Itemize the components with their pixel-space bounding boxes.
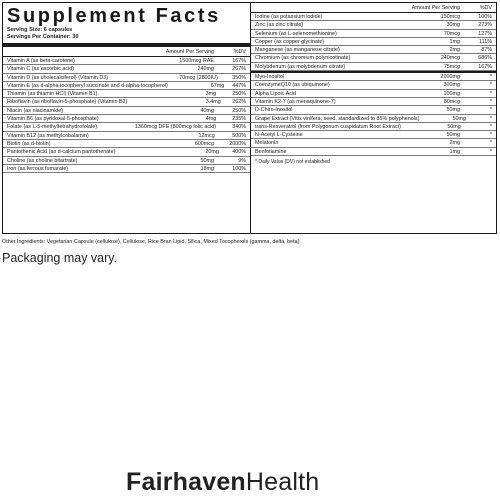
nutrient-amount: 70mcg (2800IU) bbox=[179, 74, 218, 81]
nutrient-name: CoenzymeQ10 (as ubiquinone) bbox=[255, 82, 330, 89]
brand-name-part1: Fairhaven bbox=[126, 468, 246, 496]
nutrient-row bbox=[3, 82, 250, 90]
right-column bbox=[251, 3, 496, 233]
nutrient-amount: 80mcg bbox=[443, 98, 460, 105]
nutrient-amount: 1360mcg DFE (800mcg folic acid) bbox=[134, 124, 217, 131]
nutrient-amount: 50mg bbox=[446, 107, 460, 114]
right-header-row bbox=[251, 3, 496, 13]
nutrient-amount: 150mcg bbox=[440, 14, 460, 20]
nutrient-dv: * bbox=[489, 140, 492, 147]
nutrient-amount: 70mcg bbox=[443, 30, 460, 37]
nutrient-row bbox=[251, 131, 496, 139]
nutrient-row bbox=[251, 21, 496, 29]
nutrient-name: Alpha Lipoic Acid bbox=[255, 90, 297, 97]
nutrient-name: Niacin (as niacinamide) bbox=[7, 107, 64, 114]
nutrient-amount: 30mg bbox=[446, 22, 460, 29]
nutrient-amount: 3mg bbox=[205, 91, 217, 98]
nutrient-name: Myo-Inositol bbox=[255, 74, 285, 81]
nutrient-amount: 18mg bbox=[200, 165, 214, 172]
nutrient-row bbox=[251, 73, 496, 81]
nutrient-row bbox=[251, 81, 496, 89]
dv-header: %DV bbox=[233, 49, 246, 55]
nutrient-row bbox=[251, 38, 496, 46]
nutrient-dv: 686% bbox=[478, 55, 492, 62]
nutrient-name: Pantothenic Acid (as d-calcium pantothenate) bbox=[7, 149, 116, 156]
dv-header: %DV bbox=[479, 5, 492, 11]
nutrient-row bbox=[251, 54, 496, 62]
amount-header: Amount Per Serving bbox=[165, 49, 214, 55]
nutrient-name: Vitamin E (as d-alpha tocopheryl succinate and d-alpha-tocopherol) bbox=[7, 82, 168, 89]
nutrient-dv: 127% bbox=[478, 30, 492, 37]
nutrient-dv: 400% bbox=[232, 149, 246, 156]
nutrient-name: Vitamin C (as ascorbic acid) bbox=[7, 66, 75, 73]
nutrient-dv: 262% bbox=[232, 99, 246, 106]
amount-header: Amount Per Serving bbox=[411, 5, 460, 11]
nutrient-name: Grape Extract (Vitis vinifera, seed, standardized to 85% polyphenols) bbox=[255, 115, 420, 122]
nutrient-amount: 240mg bbox=[197, 66, 214, 73]
nutrient-row bbox=[3, 140, 250, 148]
nutrient-dv: 111% bbox=[479, 38, 492, 45]
right-other-list bbox=[251, 73, 496, 156]
nutrient-name: Zinc (as zinc citrate) bbox=[255, 22, 304, 29]
nutrient-amount: 12mcg bbox=[198, 132, 215, 139]
nutrient-name: Selenium (as L-selenomethionine) bbox=[255, 30, 337, 37]
nutrient-dv: 273% bbox=[478, 22, 492, 29]
nutrient-row bbox=[3, 90, 250, 98]
nutrient-name: Vitamin B12 (as methylcobalamin) bbox=[7, 132, 89, 139]
left-nutrient-list bbox=[3, 57, 250, 173]
nutrient-dv: * bbox=[489, 82, 492, 89]
nutrient-name: Thiamin (as thiamin HCl) (Vitamin B1) bbox=[7, 91, 98, 98]
nutrient-dv: 500% bbox=[232, 132, 246, 139]
nutrient-dv: 100% bbox=[232, 165, 246, 172]
nutrient-dv: 250% bbox=[232, 91, 246, 98]
nutrient-amount: 3.4mg bbox=[205, 99, 221, 106]
nutrient-amount: 2mg bbox=[449, 140, 460, 147]
nutrient-dv: 167% bbox=[232, 58, 246, 64]
nutrient-row bbox=[251, 90, 496, 98]
nutrient-amount: 240mcg bbox=[440, 55, 460, 62]
nutrient-amount: 20mg bbox=[205, 149, 219, 156]
nutrient-row bbox=[251, 106, 496, 114]
nutrient-name: Biotin (as d-biotin) bbox=[7, 140, 51, 147]
servings-per-container: Servings Per Container: 30 bbox=[7, 34, 79, 40]
nutrient-name: Riboflavin (as riboflavin-5-phosphate) (Vitamin B2) bbox=[7, 99, 128, 106]
nutrient-dv: * bbox=[489, 98, 492, 105]
nutrient-amount: 100mg bbox=[443, 90, 460, 97]
nutrient-amount: 67mg bbox=[210, 82, 225, 89]
nutrient-row bbox=[251, 98, 496, 106]
nutrient-row bbox=[3, 157, 250, 165]
nutrient-row bbox=[251, 115, 496, 123]
nutrient-dv: * bbox=[489, 123, 492, 130]
nutrient-name: D-Chiro-Inositol bbox=[255, 107, 293, 114]
nutrient-row bbox=[251, 30, 496, 38]
left-header-row bbox=[3, 47, 250, 57]
nutrient-amount: 50mg bbox=[200, 157, 214, 164]
nutrient-name: Melatonin bbox=[255, 140, 279, 147]
nutrient-amount: 2000mg bbox=[440, 74, 460, 81]
nutrient-amount: 1500mcg RAE bbox=[179, 58, 214, 64]
nutrient-row bbox=[251, 46, 496, 54]
nutrient-row bbox=[3, 107, 250, 115]
nutrient-dv: * bbox=[489, 74, 492, 81]
brand-name-part2: Health bbox=[245, 468, 320, 496]
nutrient-row bbox=[251, 123, 496, 131]
brand-logo bbox=[126, 468, 319, 497]
nutrient-name: Chromium (as chromium polynicotinate) bbox=[255, 55, 351, 62]
left-column bbox=[3, 3, 251, 233]
nutrient-row bbox=[3, 74, 250, 82]
nutrient-name: Vitamin D (as cholecalciferol) (Vitamin D3) bbox=[7, 74, 109, 81]
nutrient-dv: * bbox=[489, 132, 492, 139]
nutrient-dv: 340% bbox=[232, 124, 246, 131]
panel-title: Supplement Facts bbox=[7, 5, 221, 27]
nutrient-dv: 9% bbox=[238, 157, 246, 164]
nutrient-amount: 600mcg bbox=[194, 140, 214, 147]
nutrient-dv: * bbox=[489, 115, 492, 122]
other-ingredients: Other Ingredients: Vegetarian Capsule (cellulose), Cellulose, Rice Bran Lipid, Silica, Mixed Tocopherols (gamma, delta, beta). bbox=[2, 239, 301, 245]
supplement-facts-panel bbox=[2, 2, 497, 234]
footnote: * Daily Value (DV) not established bbox=[255, 159, 330, 166]
nutrient-dv: 250% bbox=[232, 107, 246, 114]
nutrient-row bbox=[251, 13, 496, 21]
nutrient-amount: 300mg bbox=[443, 82, 460, 89]
nutrient-dv: * bbox=[489, 90, 492, 97]
nutrient-name: Vitamin K2-7 (as menaquinone-7) bbox=[255, 98, 336, 105]
nutrient-name: Vitamin B6 (as pyridoxal-5-phosphate) bbox=[7, 116, 99, 123]
nutrient-row bbox=[251, 139, 496, 147]
nutrient-row bbox=[251, 63, 496, 71]
nutrient-dv: 267% bbox=[232, 66, 246, 73]
right-mineral-list bbox=[251, 13, 496, 71]
nutrient-dv: * bbox=[489, 107, 492, 114]
nutrient-dv: 350% bbox=[232, 74, 246, 81]
nutrient-row bbox=[3, 98, 250, 106]
packaging-note: Packaging may vary. bbox=[2, 251, 118, 265]
nutrient-dv: 2000% bbox=[229, 140, 246, 147]
nutrient-amount: 50mg bbox=[447, 123, 461, 130]
nutrient-row bbox=[3, 132, 250, 140]
nutrient-name: Folate (as L-5-methyltetrahydrofolate) bbox=[7, 124, 98, 131]
nutrient-row bbox=[251, 148, 496, 156]
nutrient-name: N-Acetyl L-Cysteine bbox=[255, 132, 303, 139]
nutrient-amount: 1mg bbox=[449, 148, 460, 155]
nutrient-row bbox=[3, 148, 250, 156]
nutrient-row bbox=[3, 65, 250, 73]
nutrient-row bbox=[3, 123, 250, 131]
nutrient-amount: 1mg bbox=[449, 38, 460, 45]
nutrient-dv: * bbox=[489, 148, 492, 155]
nutrient-dv: 87% bbox=[481, 47, 492, 54]
nutrient-amount: 50mg bbox=[446, 132, 460, 139]
nutrient-dv: 100% bbox=[478, 14, 492, 20]
serving-size: Serving Size: 6 capsules bbox=[7, 27, 73, 33]
nutrient-name: trans-Resveratrol (from Polygonum cuspidatum Root Extract) bbox=[255, 123, 401, 130]
nutrient-amount: 40mg bbox=[200, 107, 214, 114]
nutrient-dv: 235% bbox=[232, 116, 246, 123]
nutrient-name: Manganese (as manganese citrate) bbox=[255, 47, 340, 54]
nutrient-amount: 75mcg bbox=[443, 63, 460, 70]
nutrient-amount: 2mg bbox=[449, 47, 460, 54]
nutrient-name: Choline (as choline bitartrate) bbox=[7, 157, 78, 164]
nutrient-name: Iodine (as potassium iodide) bbox=[255, 14, 323, 20]
nutrient-name: Vitamin A (as beta-carotene) bbox=[7, 58, 75, 64]
nutrient-dv: 167% bbox=[478, 63, 492, 70]
nutrient-amount: 4mg bbox=[205, 116, 217, 123]
nutrient-dv: 447% bbox=[232, 82, 246, 89]
nutrient-row bbox=[3, 57, 250, 65]
nutrient-row bbox=[3, 115, 250, 123]
nutrient-name: Iron (as ferrous fumarate) bbox=[7, 165, 69, 172]
nutrient-name: Copper (as copper glycinate) bbox=[255, 38, 325, 45]
nutrient-amount: 50mg bbox=[452, 115, 466, 122]
nutrient-name: Molybdenum (as molybdenum citrate) bbox=[255, 63, 346, 70]
nutrient-row bbox=[3, 165, 250, 173]
nutrient-name: Benfotiamine bbox=[255, 148, 287, 155]
